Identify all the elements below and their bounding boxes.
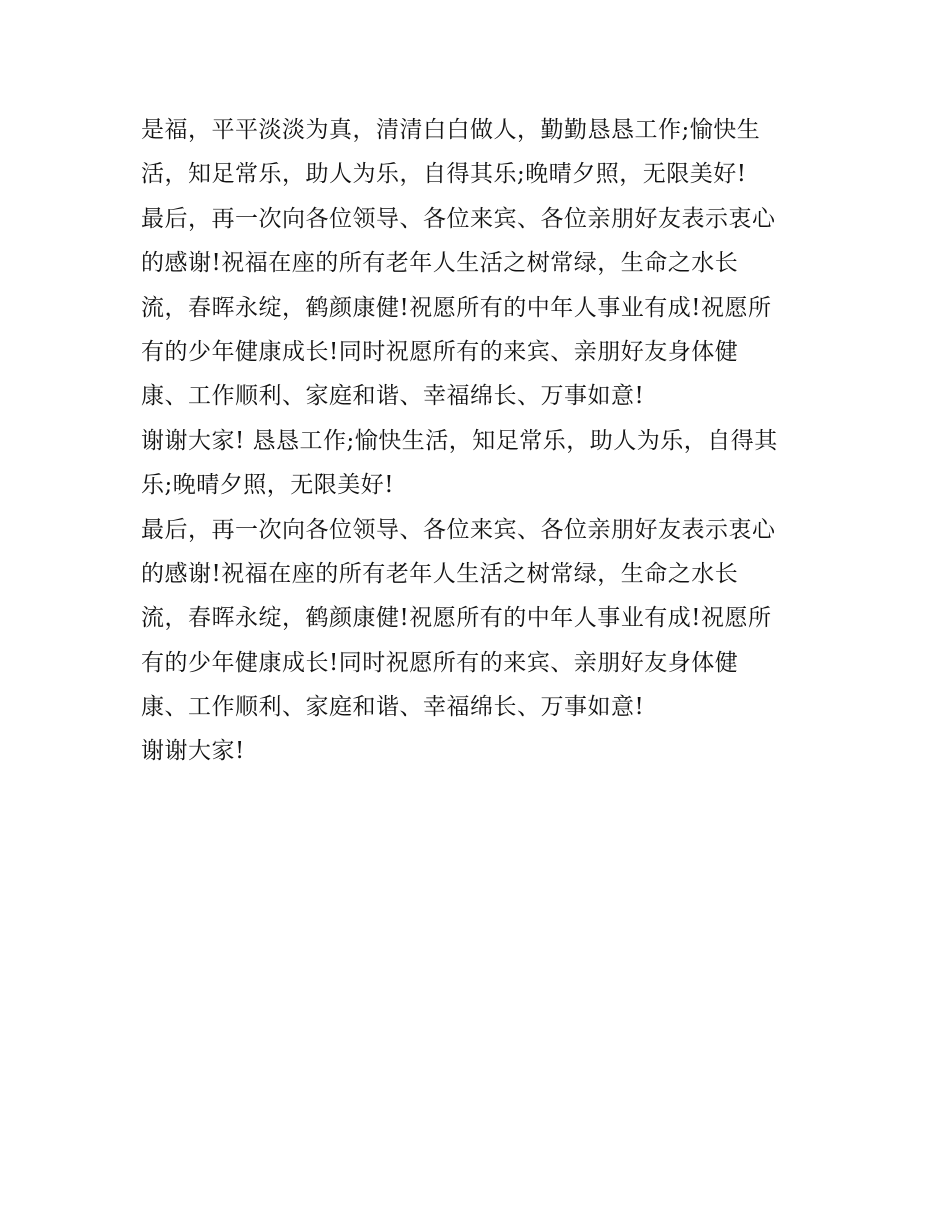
text-line: 乐;晚晴夕照，无限美好! xyxy=(141,472,394,499)
text-line: 康、工作顺利、家庭和谐、幸福绵长、万事如意! xyxy=(141,383,645,410)
text-line: 有的少年健康成长!同时祝愿所有的来宾、亲朋好友身体健 xyxy=(141,338,739,365)
body-text xyxy=(141,108,831,774)
text-line: 谢谢大家! 恳恳工作;愉快生活，知足常乐，助人为乐，自得其 xyxy=(141,427,778,454)
text-line: 是福，平平淡淡为真，清清白白做人，勤勤恳恳工作;愉快生 xyxy=(141,117,761,143)
text-line: 流，春晖永绽，鹤颜康健!祝愿所有的中年人事业有成!祝愿所 xyxy=(141,294,772,321)
text-line: 最后，再一次向各位领导、各位来宾、各位亲朋好友表示衷心 xyxy=(141,516,776,543)
text-line: 活，知足常乐，助人为乐，自得其乐;晚晴夕照，无限美好! xyxy=(141,161,747,188)
text-line: 流，春晖永绽，鹤颜康健!祝愿所有的中年人事业有成!祝愿所 xyxy=(141,605,772,632)
text-line: 最后，再一次向各位领导、各位来宾、各位亲朋好友表示衷心 xyxy=(141,205,776,232)
text-line: 的感谢!祝福在座的所有老年人生活之树常绿，生命之水长 xyxy=(141,250,739,277)
text-line: 康、工作顺利、家庭和谐、幸福绵长、万事如意! xyxy=(141,694,645,721)
text-line: 有的少年健康成长!同时祝愿所有的来宾、亲朋好友身体健 xyxy=(141,649,739,676)
text-line: 的感谢!祝福在座的所有老年人生活之树常绿，生命之水长 xyxy=(141,560,739,587)
text-line: 谢谢大家! xyxy=(141,738,245,765)
